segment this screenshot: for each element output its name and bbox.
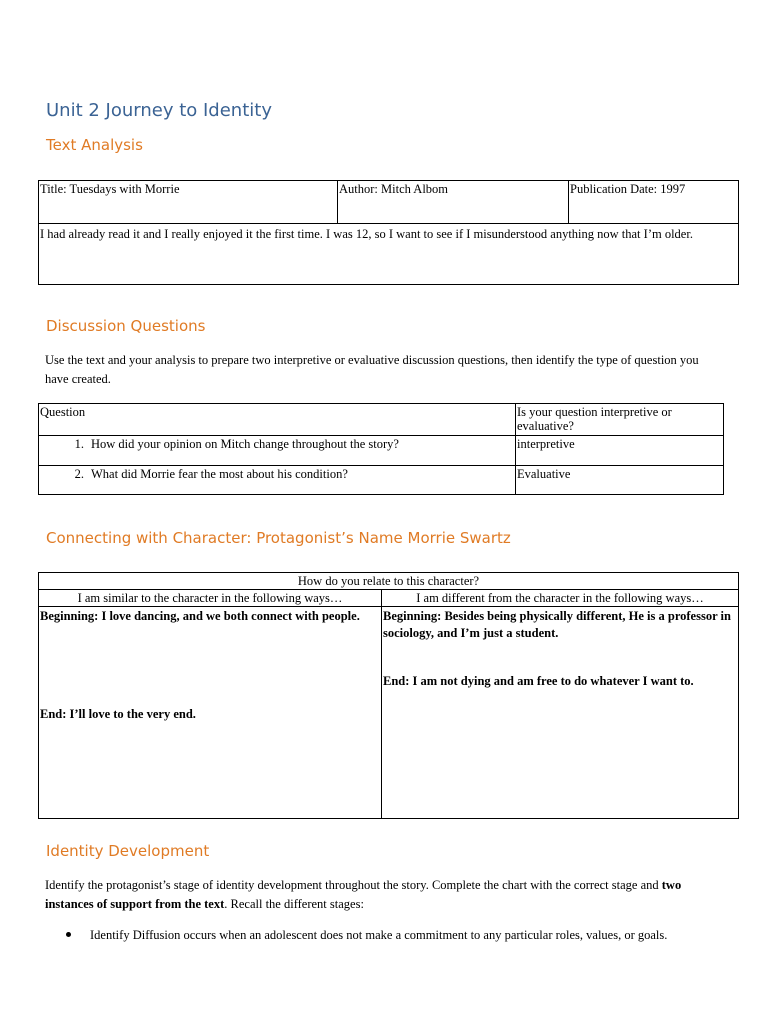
similar-end: End: I’ll love to the very end. [40,707,196,721]
different-cell [382,607,739,819]
question-header: Question [39,404,516,436]
similar-cell [39,607,382,819]
connecting-heading: Connecting with Character: Protagonist’s Name Morrie Swartz [46,529,511,547]
table-row [39,466,724,495]
question-cell: 1. How did your opinion on Mitch change throughout the story? [39,436,516,466]
question-cell: 2. What did Morrie fear the most about his condition? [39,466,516,495]
title-cell: Title: Tuesdays with Morrie [39,181,338,224]
reading-reason-cell: I had already read it and I really enjoyed it the first time. I was 12, so I want to see if I misunderstood anything now that I’m older. [39,224,739,285]
similar-beginning: Beginning: I love dancing, and we both connect with people. [40,609,360,623]
bullet-icon [66,932,71,937]
discussion-instructions: Use the text and your analysis to prepare two interpretive or evaluative discussion questions, then identify the type of question you have created. [45,353,699,386]
table-row [39,436,724,466]
publication-cell: Publication Date: 1997 [569,181,739,224]
text-analysis-heading: Text Analysis [46,136,143,154]
unit-title: Unit 2 Journey to Identity [46,100,272,121]
different-header: I am different from the character in the following ways… [382,590,739,607]
similar-header: I am similar to the character in the following ways… [39,590,382,607]
type-cell: interpretive [516,436,724,466]
relate-title-cell: How do you relate to this character? [39,573,739,590]
list-item: Identify Diffusion occurs when an adolescent does not make a commitment to any particular roles, values, or goals. [90,926,715,945]
identity-instructions: Identify the protagonist’s stage of identity development throughout the story. Complete the chart with the correct stage and two instances of support from the text. Recall the different stages: [45,878,682,911]
identity-heading: Identity Development [46,842,210,860]
stage-list [90,926,715,945]
text-analysis-table [38,180,739,285]
different-end: End: I am not dying and am free to do whatever I want to. [383,674,694,688]
author-cell: Author: Mitch Albom [338,181,569,224]
different-beginning: Beginning: Besides being physically different, He is a professor in sociology, and I’m just a student. [383,609,731,640]
type-cell: Evaluative [516,466,724,495]
discussion-table [38,403,724,495]
discussion-heading: Discussion Questions [46,317,206,335]
type-header: Is your question interpretive or evaluative? [516,404,724,436]
character-table [38,572,739,819]
